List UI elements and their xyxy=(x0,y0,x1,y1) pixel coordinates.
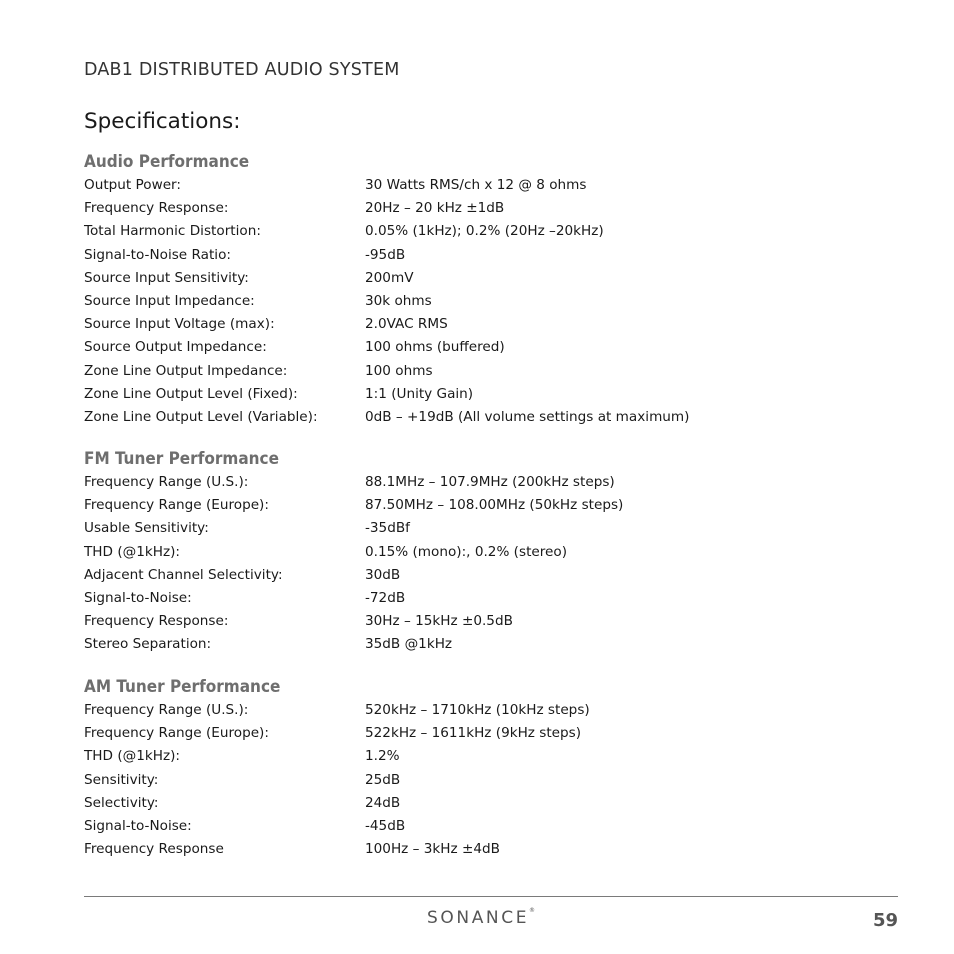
spec-row xyxy=(84,610,884,633)
spec-list xyxy=(84,471,884,657)
spec-label: Zone Line Output Level (Fixed): xyxy=(84,385,298,402)
spec-list xyxy=(84,699,884,861)
document-header: DAB1 DISTRIBUTED AUDIO SYSTEM xyxy=(84,60,400,80)
spec-label: Source Input Impedance: xyxy=(84,292,255,309)
spec-label: Frequency Range (U.S.): xyxy=(84,702,249,718)
spec-value: 1:1 (Unity Gain) xyxy=(365,385,474,402)
spec-row xyxy=(84,699,884,722)
spec-value: 100 ohms (buffered) xyxy=(365,339,505,356)
spec-label: THD (@1kHz): xyxy=(84,748,180,765)
spec-value: 30k ohms xyxy=(365,292,432,309)
spec-label: Frequency Response: xyxy=(84,200,229,217)
spec-row xyxy=(84,290,884,313)
spec-row xyxy=(84,541,884,564)
page-title: Specifications: xyxy=(84,109,241,134)
spec-label: THD (@1kHz): xyxy=(84,543,180,560)
spec-row xyxy=(84,197,884,220)
spec-value: 30Hz – 15kHz ±0.5dB xyxy=(365,613,513,630)
spec-value: 520kHz – 1710kHz (10kHz steps) xyxy=(365,702,590,718)
spec-list xyxy=(84,174,884,429)
spec-value: 88.1MHz – 107.9MHz (200kHz steps) xyxy=(365,474,615,490)
spec-row xyxy=(84,313,884,336)
spec-row xyxy=(84,792,884,815)
spec-value: 20Hz – 20 kHz ±1dB xyxy=(365,200,505,217)
spec-row xyxy=(84,633,884,656)
brand-name: SONANCE xyxy=(427,908,530,928)
spec-label: Selectivity: xyxy=(84,794,159,811)
spec-label: Output Power: xyxy=(84,177,181,193)
spec-label: Frequency Range (Europe): xyxy=(84,497,269,514)
spec-label: Adjacent Channel Selectivity: xyxy=(84,566,283,583)
spec-value: -95dB xyxy=(365,246,406,263)
spec-value: 35dB @1kHz xyxy=(365,636,453,653)
spec-row xyxy=(84,564,884,587)
page-number: 59 xyxy=(872,910,898,931)
spec-value: 0.15% (mono):, 0.2% (stereo) xyxy=(365,543,568,560)
spec-label: Source Output Impedance: xyxy=(84,339,267,356)
spec-value: 30dB xyxy=(365,566,401,583)
spec-label: Zone Line Output Level (Variable): xyxy=(84,408,318,425)
spec-label: Stereo Separation: xyxy=(84,636,212,653)
spec-label: Zone Line Output Impedance: xyxy=(84,362,288,379)
spec-label: Signal-to-Noise: xyxy=(84,589,192,606)
spec-value: -72dB xyxy=(365,589,406,606)
spec-row xyxy=(84,838,884,861)
spec-row xyxy=(84,815,884,838)
spec-row xyxy=(84,745,884,768)
section-am-tuner-performance xyxy=(84,676,884,861)
spec-label: Frequency Response: xyxy=(84,613,229,630)
spec-row xyxy=(84,174,884,197)
spec-row xyxy=(84,471,884,494)
spec-value: 200mV xyxy=(365,269,414,286)
spec-label: Total Harmonic Distortion: xyxy=(84,223,261,240)
spec-value: 100Hz – 3kHz ±4dB xyxy=(365,841,500,858)
spec-value: 0.05% (1kHz); 0.2% (20Hz –20kHz) xyxy=(365,223,604,240)
spec-row xyxy=(84,494,884,517)
spec-value: -35dBf xyxy=(365,520,410,537)
spec-label: Frequency Range (Europe): xyxy=(84,725,269,742)
spec-value: 25dB xyxy=(365,771,401,788)
spec-row xyxy=(84,722,884,745)
spec-label: Source Input Sensitivity: xyxy=(84,269,249,286)
spec-row xyxy=(84,587,884,610)
spec-value: 24dB xyxy=(365,794,401,811)
spec-row xyxy=(84,406,884,429)
spec-row xyxy=(84,336,884,359)
sonance-logo xyxy=(427,908,535,928)
spec-value: 0dB – +19dB (All volume settings at maximum) xyxy=(365,408,690,425)
spec-value: 522kHz – 1611kHz (9kHz steps) xyxy=(365,725,582,742)
spec-label: Signal-to-Noise: xyxy=(84,817,192,834)
spec-row xyxy=(84,220,884,243)
registered-mark: ® xyxy=(529,907,536,914)
spec-label: Frequency Response xyxy=(84,841,224,858)
spec-value: 1.2% xyxy=(365,748,400,765)
spec-row xyxy=(84,769,884,792)
spec-label: Usable Sensitivity: xyxy=(84,520,209,537)
spec-value: 87.50MHz – 108.00MHz (50kHz steps) xyxy=(365,497,624,514)
section-fm-tuner-performance xyxy=(84,448,884,657)
section-title: AM Tuner Performance xyxy=(84,677,281,697)
footer-divider xyxy=(84,896,898,897)
spec-row xyxy=(84,360,884,383)
spec-row xyxy=(84,267,884,290)
spec-row xyxy=(84,383,884,406)
spec-value: 2.0VAC RMS xyxy=(365,316,448,333)
spec-value: 30 Watts RMS/ch x 12 @ 8 ohms xyxy=(365,177,587,193)
spec-label: Source Input Voltage (max): xyxy=(84,316,275,333)
spec-label: Frequency Range (U.S.): xyxy=(84,474,249,490)
section-title: FM Tuner Performance xyxy=(84,449,280,469)
spec-row xyxy=(84,517,884,540)
spec-row xyxy=(84,244,884,267)
spec-value: -45dB xyxy=(365,817,406,834)
spec-value: 100 ohms xyxy=(365,362,433,379)
spec-label: Signal-to-Noise Ratio: xyxy=(84,246,231,263)
section-audio-performance xyxy=(84,151,884,429)
section-title: Audio Performance xyxy=(84,152,250,172)
spec-label: Sensitivity: xyxy=(84,771,159,788)
